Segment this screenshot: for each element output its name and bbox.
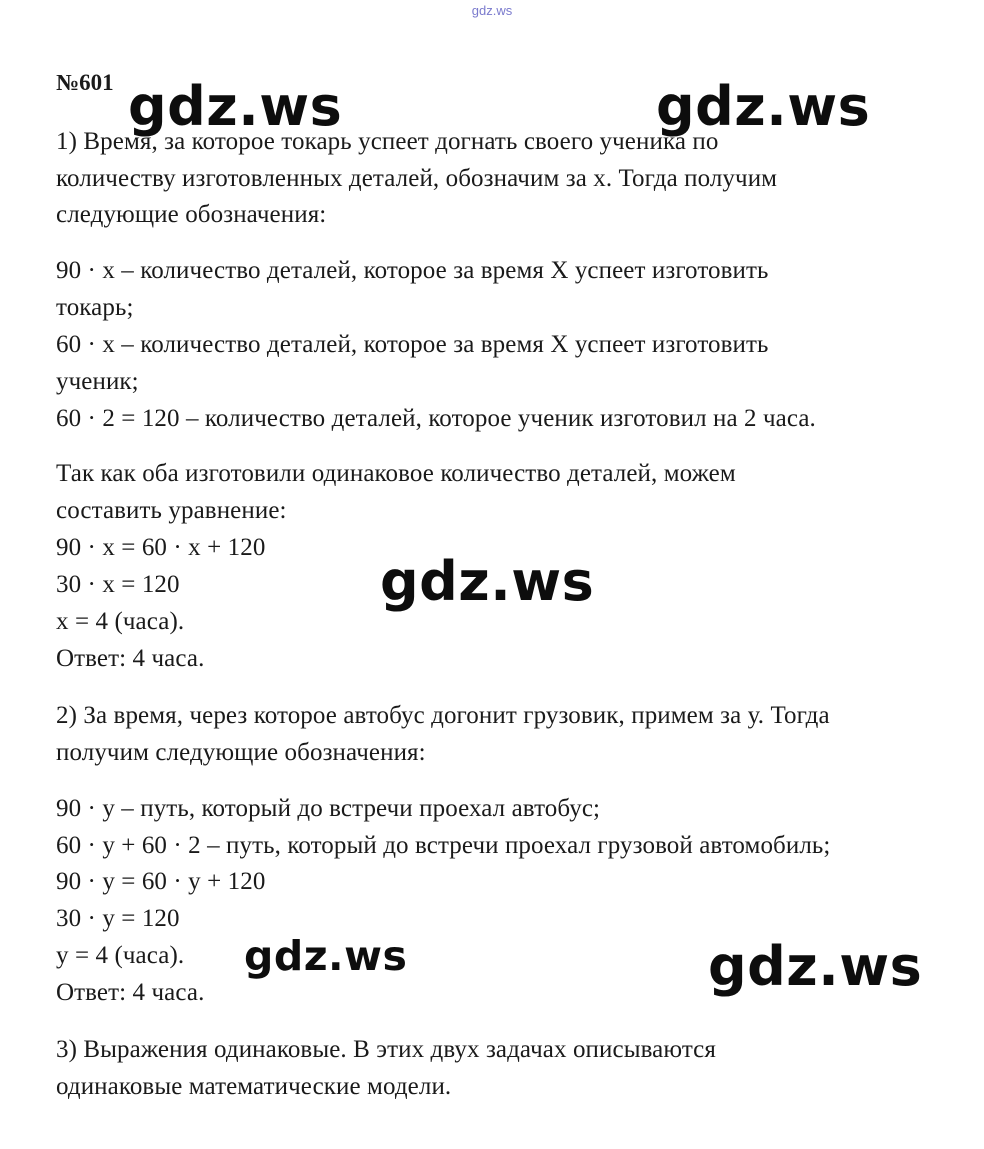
text-line: токарь; — [56, 294, 134, 321]
text-line: 3) Выражения одинаковые. В этих двух задачах описываются — [56, 1036, 716, 1063]
text-line: ученик; — [56, 368, 139, 395]
watermark-logo: gdz.ws — [656, 75, 871, 138]
equation-line: у = 4 (часа). — [56, 942, 185, 969]
equation-line: 90 · х = 60 · х + 120 — [56, 534, 266, 561]
watermark-logo: gdz.ws — [244, 932, 408, 980]
equation-line: 90 · у = 60 · у + 120 — [56, 868, 266, 895]
watermark-logo: gdz.ws — [708, 935, 923, 998]
text-line: 1) Время, за которое токарь успеет догнать своего ученика по — [56, 128, 719, 155]
text-line: 90 · х – количество деталей, которое за время Х успеет изготовить — [56, 257, 769, 284]
text-line: 2) За время, через которое автобус догонит грузовик, примем за у. Тогда — [56, 702, 830, 729]
equation-line: 30 · у = 120 — [56, 905, 180, 932]
watermark-logo: gdz.ws — [128, 75, 343, 138]
answer-line: Ответ: 4 часа. — [56, 979, 205, 1006]
equation-line: 30 · х = 120 — [56, 571, 180, 598]
equation-line: х = 4 (часа). — [56, 608, 185, 635]
text-line: одинаковые математические модели. — [56, 1073, 452, 1100]
text-line: составить уравнение: — [56, 497, 287, 524]
site-link[interactable]: gdz.ws — [471, 3, 513, 18]
problem-number: №601 — [56, 70, 114, 95]
text-line: 60 · х – количество деталей, которое за время Х успеет изготовить — [56, 331, 769, 358]
text-line: Так как оба изготовили одинаковое количество деталей, можем — [56, 460, 736, 487]
text-line: 60 · у + 60 · 2 – путь, который до встречи проехал грузовой автомобиль; — [56, 832, 831, 859]
answer-line: Ответ: 4 часа. — [56, 645, 205, 672]
text-line: получим следующие обозначения: — [56, 739, 426, 766]
text-line: 60 · 2 = 120 – количество деталей, которое ученик изготовил на 2 часа. — [56, 405, 816, 432]
text-line: следующие обозначения: — [56, 201, 327, 228]
watermark-logo: gdz.ws — [380, 550, 595, 613]
text-line: количеству изготовленных деталей, обозначим за х. Тогда получим — [56, 165, 778, 192]
text-line: 90 · у – путь, который до встречи проехал автобус; — [56, 795, 601, 822]
